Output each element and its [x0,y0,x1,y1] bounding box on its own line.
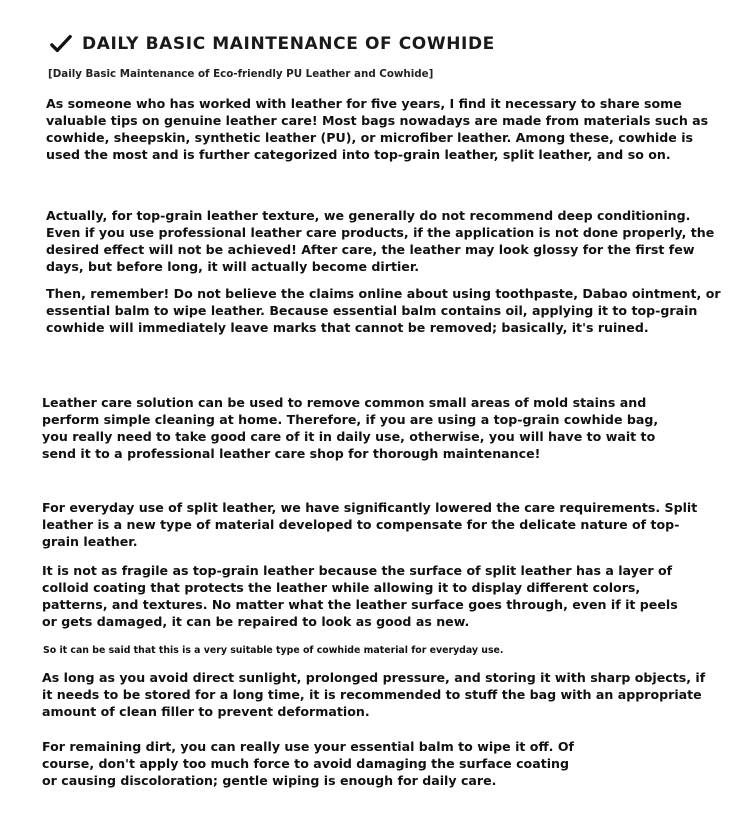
page-subtitle: [Daily Basic Maintenance of Eco-friendly PU Leather and Cowhide] [48,68,434,80]
paragraph-remaining-dirt: For remaining dirt, you can really use your essential balm to wipe it off. Of course, don't apply too much force to avoid damaging the surface coating or causing discoloration; gentle wiping is enough for daily care. [42,739,575,788]
paragraph-storage: As long as you avoid direct sunlight, prolonged pressure, and storing it with sharp objects, if it needs to be stored for a long time, it is recommended to stuff the bag with an appropriate amount of clean filler to prevent deformation. [42,670,706,719]
check-icon [50,33,72,55]
page-title: DAILY BASIC MAINTENANCE OF COWHIDE [82,34,495,54]
paragraph-care-solution: Leather care solution can be used to remove common small areas of mold stains and perform simple cleaning at home. Therefore, if you are using a top-grain cowhide bag, you really need to take good care of it in daily use, otherwise, you will have to wait to send it to a professional leather care shop for thorough maintenance! [42,395,659,461]
note-suitable-material: So it can be said that this is a very suitable type of cowhide material for everyday use. [43,645,504,656]
paragraph-warning-balm: Then, remember! Do not believe the claims online about using toothpaste, Dabao ointment, or essential balm to wipe leather. Because essential balm contains oil, applying it to top-grain cowhide will immediately leave marks that cannot be removed; basically, it's ruined. [46,286,721,335]
paragraph-split-leather: For everyday use of split leather, we have significantly lowered the care requirements. Split leather is a new type of material developed to compensate for the delicate nature of top-grain leather. [42,500,698,549]
paragraph-top-grain-conditioning: Actually, for top-grain leather texture, we generally do not recommend deep conditioning. Even if you use professional leather care products, if the application is not done properly, the desired effect will not be achieved! After care, the leather may look glossy for the first few days, but before long, it will actually become dirtier. [46,208,715,274]
paragraph-split-coating: It is not as fragile as top-grain leather because the surface of split leather has a layer of colloid coating that protects the leather while allowing it to display different colors, patterns, and textures. No matter what the leather surface goes through, even if it peels or gets damaged, it can be repaired to look as good as new. [42,563,678,629]
paragraph-intro: As someone who has worked with leather for five years, I find it necessary to share some valuable tips on genuine leather care! Most bags nowadays are made from materials such as cowhide, sheepskin, synthetic leather (PU), or microfiber leather. Among these, cowhide is used the most and is further categorized into top-grain leather, split leather, and so on. [46,96,709,162]
title-row [50,33,495,55]
